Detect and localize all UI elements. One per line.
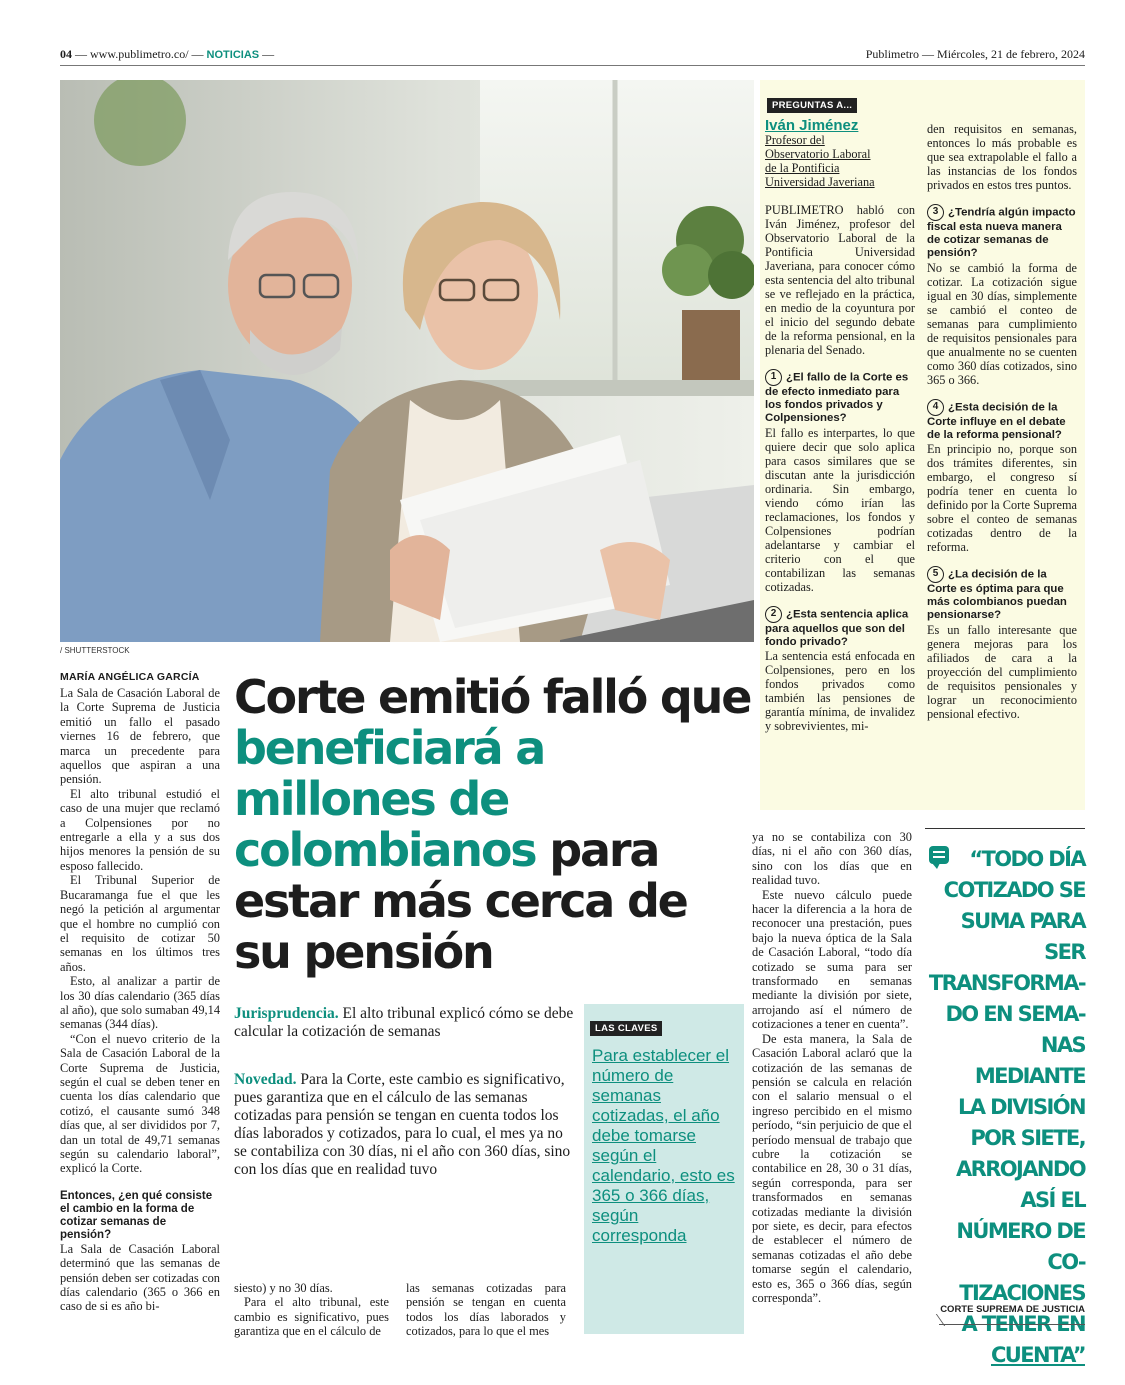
deck-label: Novedad. [234,1071,297,1088]
subheading: Entonces, ¿en qué consiste el cambio en la forma de cotizar semanas de pensión? [60,1189,213,1241]
header-date: Publimetro — Miércoles, 21 de febrero, 2024 [865,47,1085,61]
page-header [60,46,1085,66]
paragraph: siesto) y no 30 días. [234,1281,333,1295]
key-points-kicker: LAS CLAVES [590,1021,662,1036]
quote-line: DO EN SEMA- [945,1002,1085,1026]
question-text: ¿La decisión de la Corte es óptima para que más colombianos puedan pensionarse? [927,568,1067,622]
paragraph: Esto, al analizar a partir de los 30 días calendario (365 días al año), que solo sumaban 49,14 semanas (344 días). [60,974,221,1032]
key-points-text: Para establecer el número de semanas cotizadas, el año debe tomarse según el calendario, esto es 365 o 366 días, según corresponda [592,1046,735,1245]
paragraph: El alto tribunal estudió el caso de una mujer que reclamó a Colpensiones por no entregarle a ella y a sus dos hijos menores la pensión de su esposo fallecido. [60,786,220,873]
key-points-box [584,1004,744,1334]
deck-label: Jurisprudencia. [234,1005,339,1022]
quote-line: NÚMERO DE CO- [956,1219,1085,1274]
deck-text: Para la Corte, este cambio es significativo, pues garantiza que en el cálculo de las semanas cotizadas para pensión se tengan en cuenta todos los días laborados y cotizados, para lo cual, el mes ya no se contabiliza con 30 días, ni el año con 360 días, sino con los días que en realidad tuvo [234,1071,571,1178]
quote-line: ASÍ EL [1020,1188,1085,1212]
person-role [765,133,915,189]
quote-line: A TENER EN [961,1312,1085,1336]
question-number: 2 [765,606,782,623]
quote-line: “TODO DÍA [969,847,1085,871]
headline-part-1: Corte emitió falló que [234,670,751,724]
headline-highlight: beneficiará a millones de colombianos [234,721,545,877]
article-column-2b [406,1281,566,1339]
role-line: Universidad Javeriana [765,175,875,189]
qa-column-1 [765,119,915,733]
paragraph: Para el alto tribunal, este cambio es significativo, pues garantiza que en el cálculo de [234,1295,389,1339]
byline: MARÍA ANGÉLICA GARCÍA [60,671,200,683]
paragraph: La Sala de Casación Laboral determinó que las semanas de pensión deben ser cotizadas con días calendario (365 o 366 en caso de si es año bi- [60,1241,220,1314]
quote-line: NAS MEDIANTE [974,1033,1085,1088]
divider [939,1324,1085,1325]
question-number: 5 [927,566,944,583]
question-4 [927,399,1077,442]
answer-3: No se cambió la forma de cotizar. La cotización sigue igual en 30 días, simplemente se cambió el conteo de semanas para cumplimiento de requisitos pensionales para que anualmente no se cuenten como 360 días cotizados, sino 365 o 366. [927,260,1077,387]
quote-line: SUMA PARA SER [960,909,1085,964]
answer-1: El fallo es interpartes, lo que quiere decir que solo aplica para casos similares que se discutan ante la jurisdicción ordinaria. Sin embargo, viendo cómo irían las reclamaciones, los fondos y Colpensiones podrían adelantarse y cambiar el criterio con el que contabilizan las semanas cotizadas. [765,425,915,594]
quote-line: TIZACIONES [959,1281,1085,1305]
quote-line: LA DIVISIÓN [957,1095,1085,1119]
header-left [60,47,274,62]
question-text: ¿El fallo de la Corte es de efecto inmediato para los fondos privados y Colpensiones? [765,371,909,425]
qa-continuation: den requisitos en semanas, entonces lo más probable es que sea extrapolable el fallo a las instancias de los fondos privados en estos tres puntos. [927,122,1077,192]
section-suffix: — [259,47,275,61]
answer-4: En principio no, porque son dos trámites diferentes, sin embargo, el congreso sí podría tener en cuenta lo definido por la Corte Suprema sobre el conteo de semanas cotizadas dentro de la reforma. [927,442,1077,555]
question-5 [927,566,1077,623]
article-column-3 [752,830,912,1305]
article-column-2a [234,1281,389,1339]
paragraph: La Sala de Casación Laboral de la Corte Suprema de Justicia emitió un fallo el pasado viernes 16 de febrero, que marca un precedente para aquellos que aspiran a una pensión. [60,686,220,787]
quote-line: TRANSFORMA- [928,971,1085,995]
role-line: Observatorio Laboral [765,147,871,161]
quote-line: CUENTA” [990,1343,1085,1367]
qa-column-2 [927,122,1077,721]
quote-line: COTIZADO SE [943,878,1085,902]
photo-credit: / SHUTTERSTOCK [60,646,130,655]
headline [234,672,754,978]
article-deck [234,1005,574,1179]
question-2 [765,606,915,649]
pull-quote [925,828,1085,1367]
role-line: de la Pontificia [765,161,840,175]
qa-kicker: PREGUNTAS A... [767,98,857,113]
qa-intro: PUBLIMETRO habló con Iván Jiménez, profesor del Observatorio Laboral de la Pontificia Universidad Javeriana, para conocer cómo esta sentencia del alto tribunal se ve reflejado en la práctica, en medio de la coyuntura por el inicio del segundo debate de la reforma pensional, en la plenaria del Senado. [765,203,915,357]
question-number: 4 [927,399,944,416]
question-number: 1 [765,369,782,386]
paragraph: las semanas cotizadas para pensión se tengan en cuenta todos los días laborados y cotizados, para lo que el mes [406,1281,566,1339]
question-1 [765,369,915,426]
section-label: NOTICIAS [206,49,260,61]
deck-text: El alto tribunal explicó cómo se debe calcular la cotización de semanas [234,1005,574,1040]
article-column-1 [60,686,220,1314]
pull-quote-text [925,844,1085,1371]
article-photo [60,80,754,642]
headline-part-2: para estar más cerca de su pensión [234,823,687,979]
site-url[interactable]: — www.publimetro.co/ — [72,47,207,61]
quote-line: ARROJANDO [956,1157,1085,1181]
answer-5: Es un fallo interesante que genera mejoras para los afiliados de cara a la proyección del cumplimiento de requisitos pensionales y lograr un reconocimiento pensional efectivo. [927,622,1077,721]
qa-panel [760,80,1085,810]
question-text: ¿Esta decisión de la Corte influye en el debate de la reforma pensional? [927,401,1066,441]
paragraph: ya no se contabiliza con 30 días, ni el año con 360 días, sino con los días que en realidad tuvo. [752,830,912,888]
question-number: 3 [927,204,944,221]
person-name: Iván Jiménez [765,117,859,134]
divider [925,828,1085,829]
quote-source: CORTE SUPREMA DE JUSTICIA [940,1304,1085,1315]
deck-item-1 [234,1005,574,1041]
paragraph: El Tribunal Superior de Bucaramanga fue el que les negó la petición al argumentar que el hombre no cumplió con el requisito de cotizar 50 semanas en los últimos tres años. [60,873,220,974]
question-text: ¿Esta sentencia aplica para aquellos que son del fondo privado? [765,608,909,648]
question-3 [927,204,1077,261]
paragraph: “Con el nuevo criterio de la Sala de Casación Laboral de la Corte Suprema de Justicia, según el cual se deben tener en cuenta los días calendario que cotizó, el causante sumó 348 días que, al ser divididos por 7, dan un total de 49,71 semanas según su calendario laboral”, explicó la Corte. [60,1031,220,1176]
paragraph: Este nuevo cálculo puede hacer la diferencia a la hora de reconocer una prestación, pues bajo la nueva óptica de la Sala de Casación Laboral, “todo día cotizado se suma para ser transformado en semanas mediante la división por siete, arrojando así el número de cotizaciones a tener en cuenta”. [752,887,912,1032]
deck-item-2 [234,1071,574,1179]
paragraph: De esta manera, la Sala de Casación Laboral aclaró que la cotización de las semanas de pensión se calcula en relación con el salario mensual o el ingreso percibido en el mismo período, “sin perjuicio de que el período mensual de trabajo que cubre la cotización se contabilice en 28, 30 o 31 días, según corresponda, para ser transformados en semanas cotizadas mediante la división por siete, es decir, para efectos de establecer el número de semanas cotizadas el año debe tomarse según el calendario, esto es, 365 o 366 días, según corresponda”. [752,1031,912,1305]
question-text: ¿Tendría algún impacto fiscal esta nueva manera de cotizar semanas de pensión? [927,206,1076,260]
page-number: 04 [60,47,72,61]
quote-line: POR SIETE, [970,1126,1085,1150]
photo-illustration [60,80,754,642]
role-line: Profesor del [765,133,825,147]
answer-2: La sentencia está enfocada en Colpensiones, pero en los fondos privados como también las pensiones de garantía mínima, de invalidez y sobrevivientes, mi- [765,649,915,734]
